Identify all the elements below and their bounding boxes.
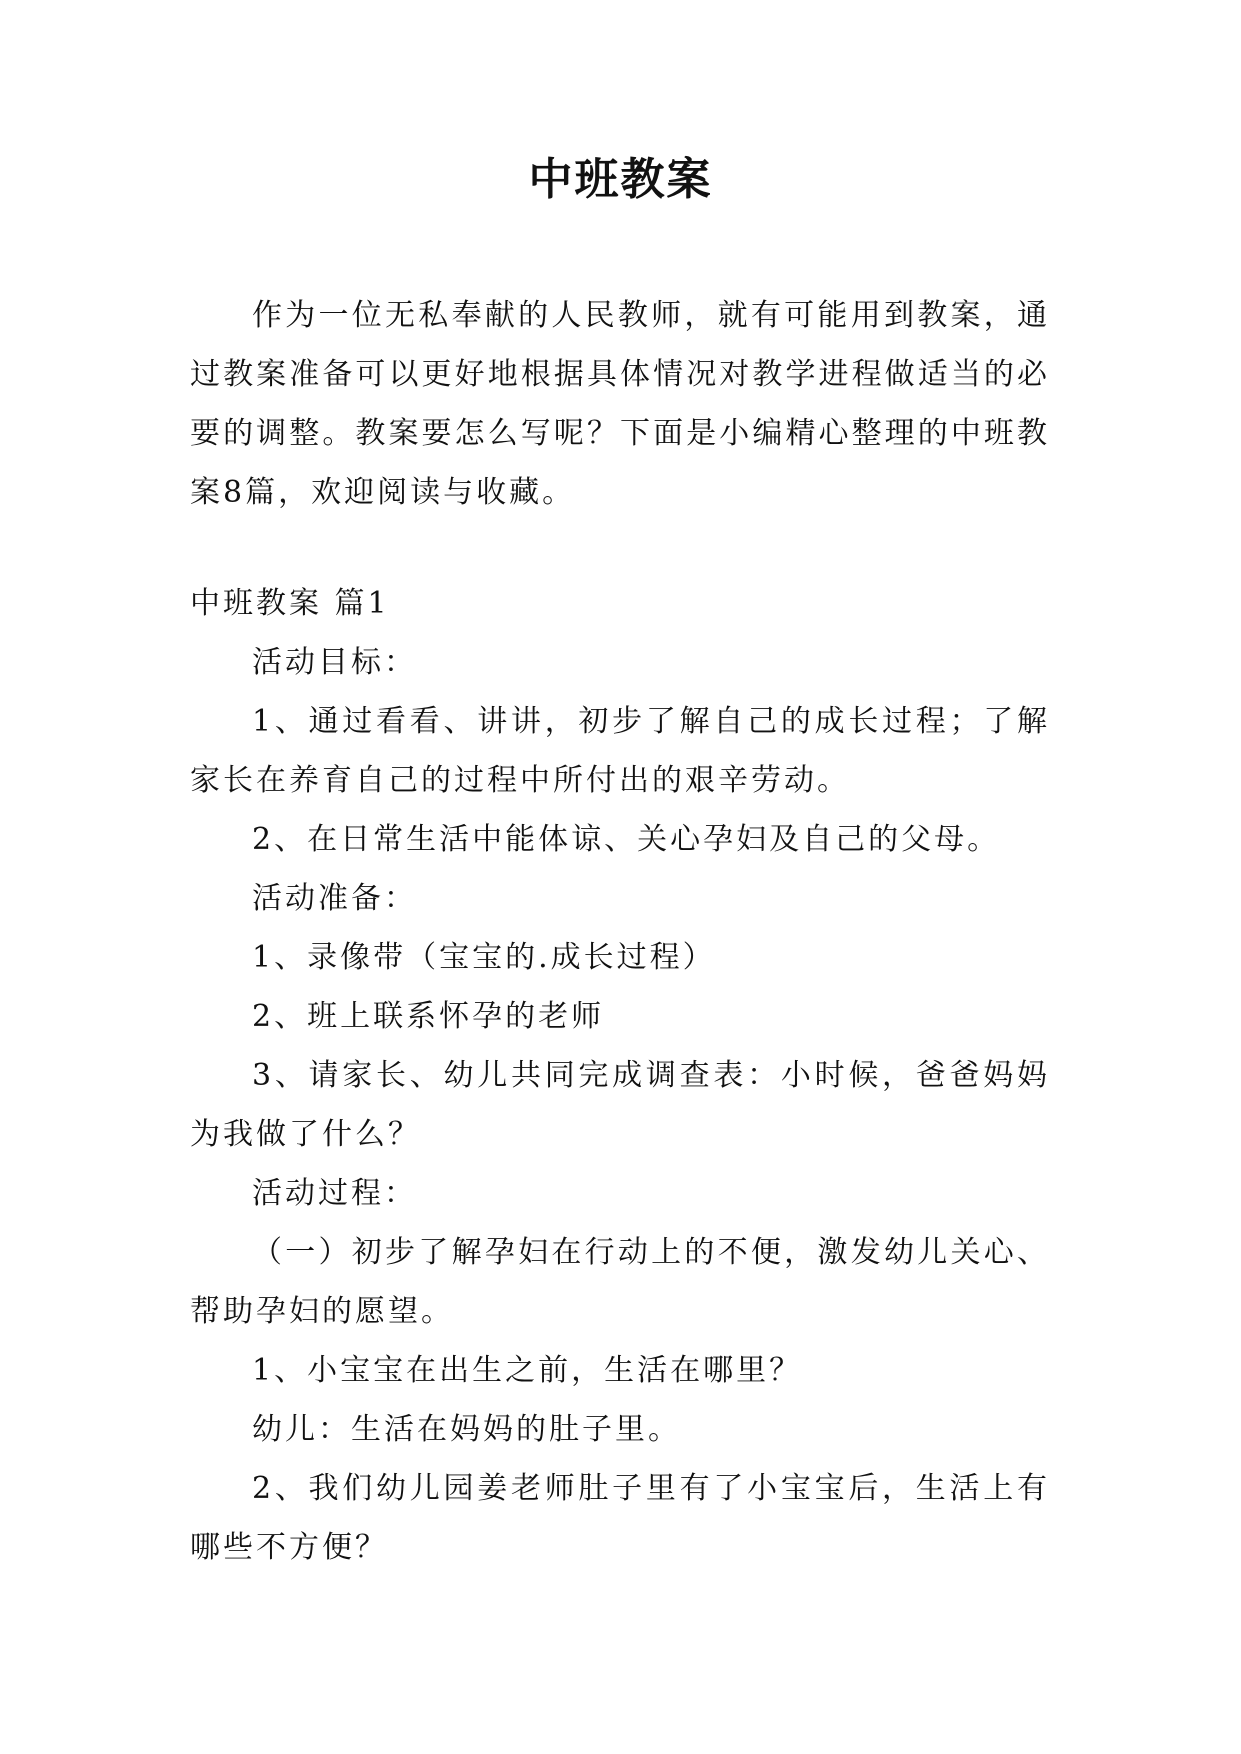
paragraph-question-2: 2、我们幼儿园姜老师肚子里有了小宝宝后，生活上有哪些不方便？ <box>190 1471 1050 1565</box>
paragraph-process-part-1: （一）初步了解孕妇在行动上的不便，激发幼儿关心、帮助孕妇的愿望。 <box>190 1235 1050 1329</box>
paragraph-prep-2: 2、班上联系怀孕的老师 <box>252 999 605 1034</box>
paragraph-activity-prep: 活动准备： <box>252 881 417 916</box>
paragraph-prep-1: 1、录像带（宝宝的.成长过程） <box>252 940 716 975</box>
paragraph-answer-1: 幼儿：生活在妈妈的肚子里。 <box>252 1412 681 1447</box>
paragraph-question-1: 1、小宝宝在出生之前，生活在哪里？ <box>252 1353 803 1388</box>
section-heading: 中班教案 篇1 <box>190 586 390 621</box>
paragraph-prep-3: 3、请家长、幼儿共同完成调查表：小时候，爸爸妈妈为我做了什么？ <box>190 1058 1050 1152</box>
paragraph-activity-process: 活动过程： <box>252 1176 417 1211</box>
paragraph-goal-2: 2、在日常生活中能体谅、关心孕妇及自己的父母。 <box>252 822 1001 857</box>
paragraph-activity-goals: 活动目标： <box>252 645 417 680</box>
intro-paragraph: 作为一位无私奉献的人民教师，就有可能用到教案，通过教案准备可以更好地根据具体情况对教学进程做适当的必要的调整。教案要怎么写呢？下面是小编精心整理的中班教案8篇，欢迎阅读与收藏。 <box>190 298 1050 510</box>
document-title: 中班教案 <box>528 154 713 205</box>
paragraph-goal-1: 1、通过看看、讲讲，初步了解自己的成长过程；了解家长在养育自己的过程中所付出的艰辛劳动。 <box>190 704 1050 798</box>
section-body <box>190 633 1050 1577</box>
